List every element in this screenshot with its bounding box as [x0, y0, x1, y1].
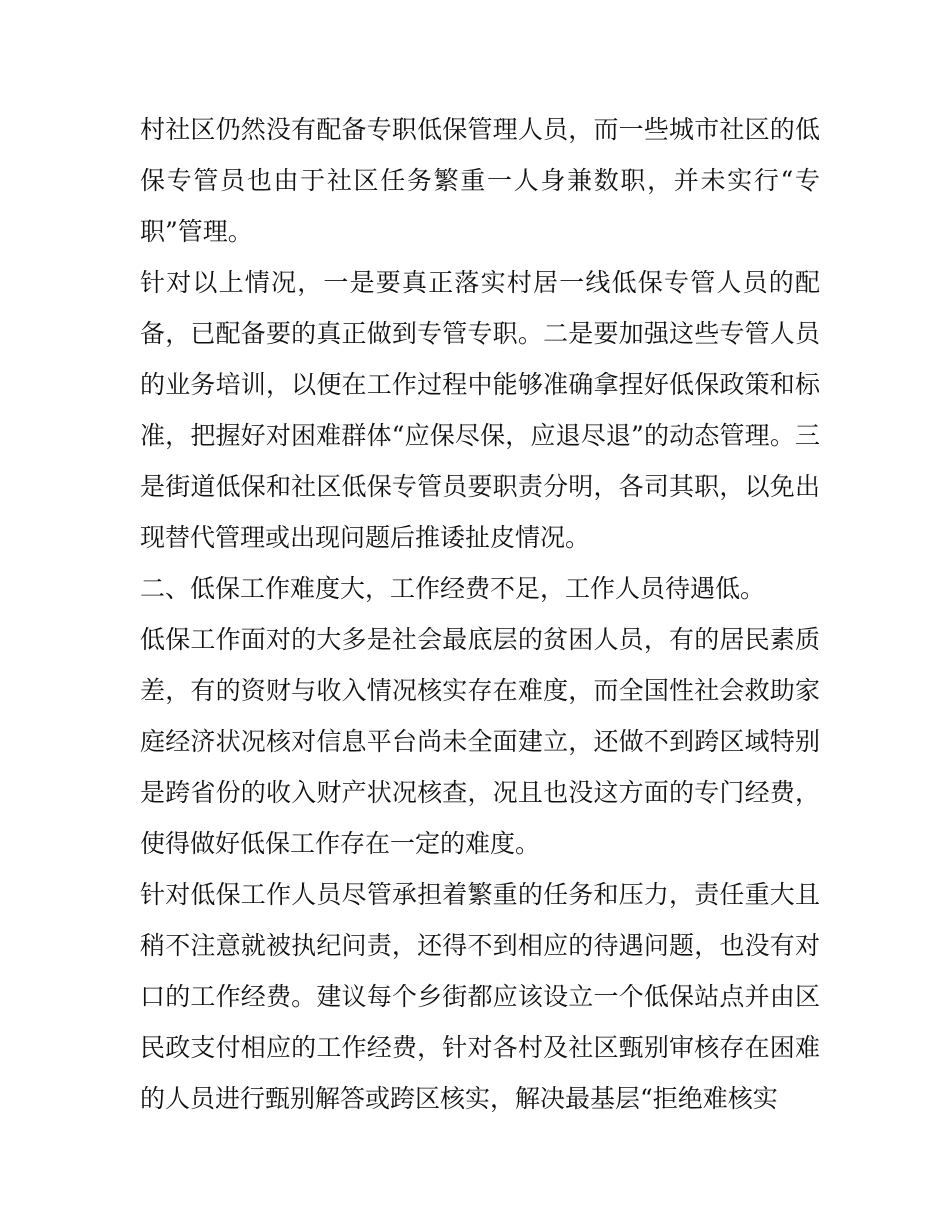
paragraph-4: 针对低保工作人员尽管承担着繁重的任务和压力，责任重大且稍不注意就被执纪问责，还得不到相应的待遇问题，也没有对口的工作经费。建议每个乡街都应该设立一个低保站点并由区民政支付相应的工作经费，针对各村及社区甄别审核存在困难的人员进行甄别解答或跨区核实，解决最基层“拒绝难核实 [140, 880, 820, 1113]
document-body [140, 104, 820, 1124]
paragraph-2: 针对以上情况，一是要真正落实村居一线低保专管人员的配备，已配备要的真正做到专管专职。二是要加强这些专管人员的业务培训，以便在工作过程中能够准确拿捏好低保政策和标准，把握好对困难群体“应保尽保，应退尽退”的动态管理。三是街道低保和社区低保专管员要职责分明，各司其职，以免出现替代管理或出现问题后推诿扯皮情况。 [140, 268, 820, 552]
paragraph-3: 低保工作面对的大多是社会最底层的贫困人员，有的居民素质差，有的资财与收入情况核实存在难度，而全国性社会救助家庭经济状况核对信息平台尚未全面建立，还做不到跨区域特别是跨省份的收入财产状况核查，况且也没这方面的专门经费，使得做好低保工作存在一定的难度。 [140, 625, 820, 858]
section-heading-2: 二、低保工作难度大，工作经费不足，工作人员待遇低。 [140, 574, 766, 603]
paragraph-1: 村社区仍然没有配备专职低保管理人员，而一些城市社区的低保专管员也由于社区任务繁重一人身兼数职，并未实行“专职”管理。 [140, 115, 820, 246]
